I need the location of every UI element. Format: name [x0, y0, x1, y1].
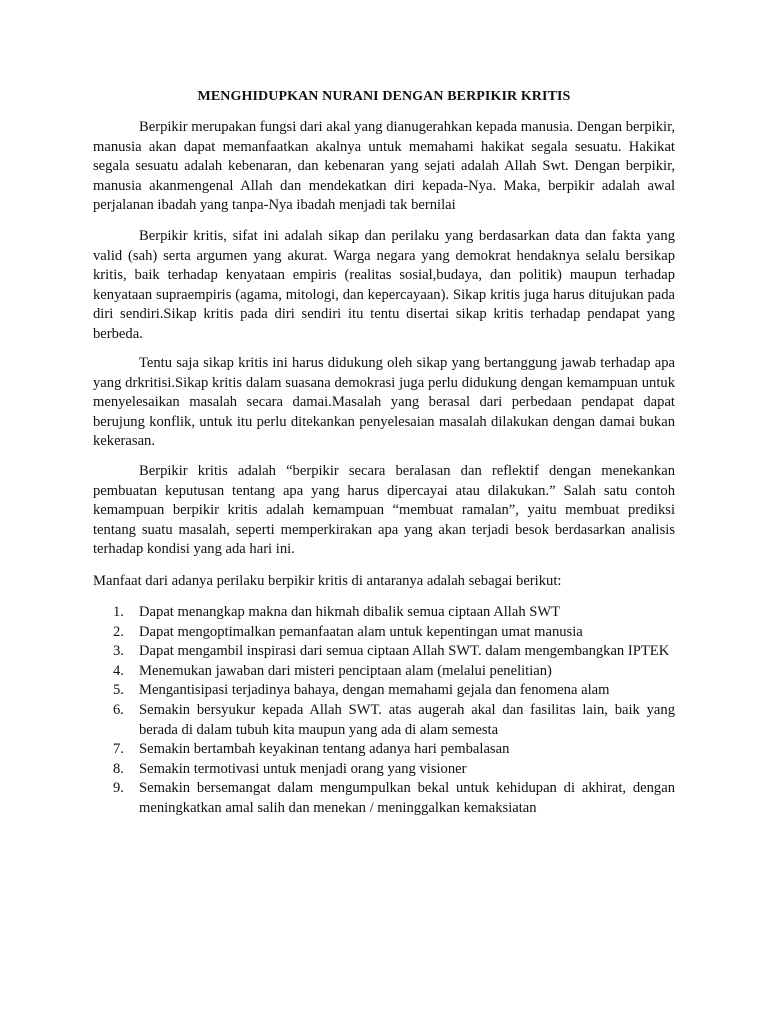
list-item-number: 3. — [113, 643, 124, 660]
list-item-number: 2. — [113, 623, 124, 640]
list-item-number: 8. — [113, 760, 124, 777]
list-item-number: 4. — [113, 662, 124, 679]
list-item-text: Dapat menangkap makna dan hikmah dibalik semua ciptaan Allah SWT — [139, 604, 561, 620]
list-item-text: Menemukan jawaban dari misteri penciptaan alam (melalui penelitian) — [139, 662, 552, 679]
list-item-text: Dapat mengoptimalkan pemanfaatan alam untuk kepentingan umat manusia — [139, 623, 583, 640]
list-item-text: Semakin bersemangat dalam mengumpulkan bekal untuk kehidupan di akhirat, dengan meningkatkan amal salih dan menekan / meninggalkan kemaksiatan — [139, 780, 675, 816]
list-item-number: 6. — [113, 701, 124, 718]
list-item-text: Semakin termotivasi untuk menjadi orang yang visioner — [139, 760, 467, 777]
list-item — [93, 623, 675, 643]
paragraph-4: Berpikir kritis adalah “berpikir secara beralasan dan reflektif dengan menekankan pembuatan keputusan tentang apa yang harus dipercayai atau dilakukan.” Salah satu contoh kemampuan berpikir kritis adalah kemampuan “membuat ramalan”, yaitu membuat prediksi tentang suatu masalah, seperti memperkirakan apa yang akan terjadi besok berdasarkan analisis terhadap kondisi yang ada hari ini. — [93, 463, 675, 558]
list-item — [93, 760, 675, 780]
list-intro-paragraph: Manfaat dari adanya perilaku berpikir kritis di antaranya adalah sebagai berikut: — [93, 573, 562, 589]
list-item — [93, 603, 675, 623]
benefits-list — [93, 603, 675, 819]
list-item-text: Dapat mengambil inspirasi dari semua ciptaan Allah SWT. dalam mengembangkan IPTEK — [139, 643, 670, 660]
list-item-text: Semakin bersyukur kepada Allah SWT. atas augerah akal dan fasilitas lain, baik yang berada di dalam tubuh kita maupun yang ada di alam semesta — [139, 701, 675, 738]
list-item — [93, 642, 675, 662]
paragraph-2: Berpikir kritis, sifat ini adalah sikap dan perilaku yang berdasarkan data dan fakta yang valid (sah) serta argumen yang akurat. Warga negara yang demokrat hendaknya selalu bersikap kritis, baik terhadap kenyataan empiris (realitas sosial,budaya, dan politik) maupun terhadap kenyataan supraempiris (agama, mitologi, dan kepercayaan). Sikap kritis juga harus ditujukan pada diri sendiri.Sikap kritis pada diri sendiri itu tentu disertai sikap kritis terhadap pendapat yang berbeda. — [93, 228, 675, 342]
list-item-number: 9. — [113, 780, 124, 797]
list-item-number: 7. — [113, 741, 124, 758]
list-item-number: 5. — [113, 682, 124, 699]
paragraph-1: Berpikir merupakan fungsi dari akal yang dianugerahkan kepada manusia. Dengan berpikir, manusia akan dapat memanfaatkan akalnya untuk memahami hakikat segala sesuatu. Hakikat segala sesuatu adalah kebenaran, dan kebenaran yang sejati adalah Allah Swt. Dengan berpikir, manusia akanmengenal Allah dan mendekatkan diri kepada-Nya. Maka, berpikir adalah awal perjalanan ibadah yang tanpa-Nya ibadah menjadi tak bernilai — [93, 119, 675, 214]
list-item — [93, 779, 675, 818]
list-item — [93, 740, 675, 760]
document-title: MENGHIDUPKAN NURANI DENGAN BERPIKIR KRITIS — [197, 89, 571, 104]
list-item-number: 1. — [113, 604, 124, 620]
paragraph-3: Tentu saja sikap kritis ini harus didukung oleh sikap yang bertanggung jawab terhadap apa yang drkritisi.Sikap kritis dalam suasana demokrasi juga perlu didukung dengan kemampuan untuk menyelesaikan masalah secara damai.Masalah yang berasal dari perbedaan pendapat dapat berujung konflik, untuk itu perlu ditekankan penyelesaian masalah dilakukan dengan damai bukan kekerasan. — [93, 355, 675, 450]
list-item-text: Semakin bertambah keyakinan tentang adanya hari pembalasan — [139, 741, 510, 758]
list-item — [93, 701, 675, 740]
list-item-text: Mengantisipasi terjadinya bahaya, dengan memahami gejala dan fenomena alam — [139, 682, 610, 699]
list-item — [93, 662, 675, 682]
list-item — [93, 681, 675, 701]
